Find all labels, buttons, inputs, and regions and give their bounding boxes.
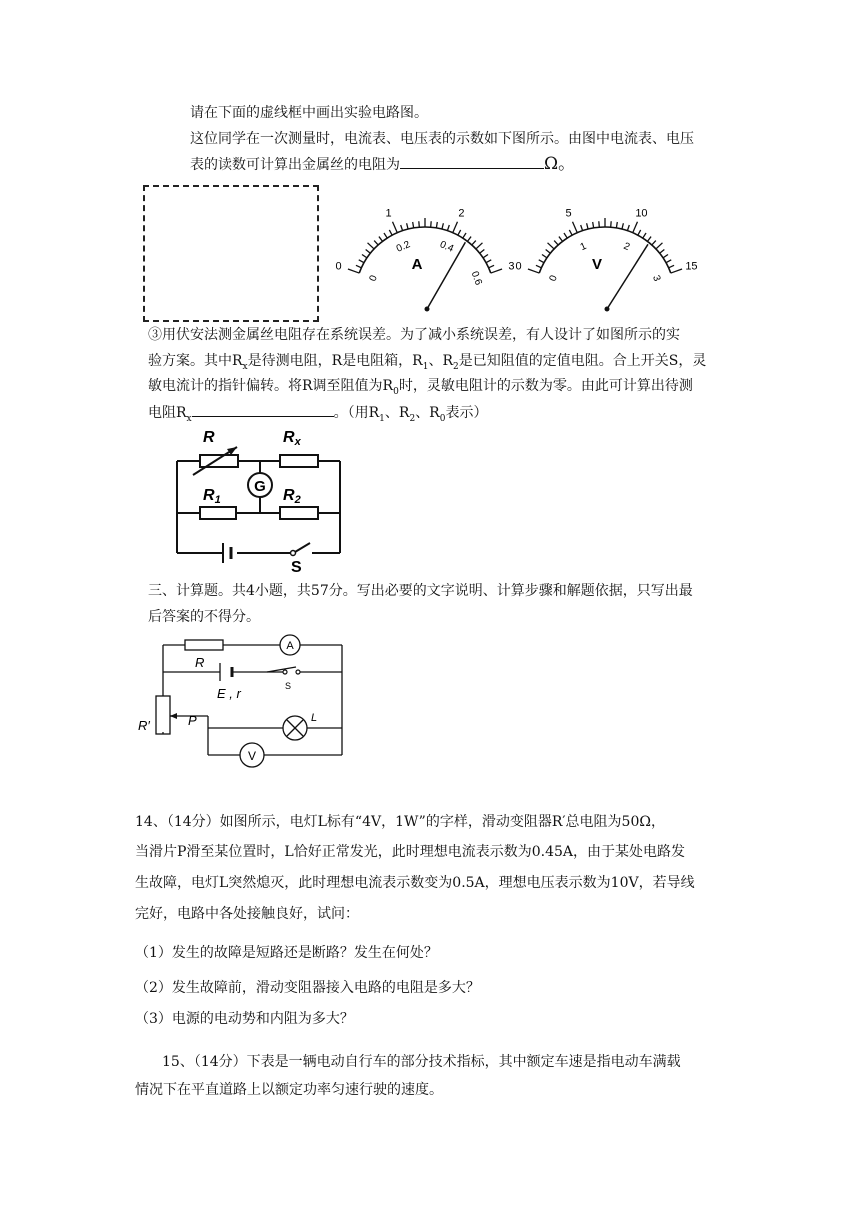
meter-tick [564,233,567,238]
meter-tick [581,225,583,231]
meter-tick [666,260,671,263]
label-p: P [188,713,197,728]
voltmeter [515,208,697,312]
lamp-circuit [135,630,355,775]
meter-inner-tick-label: 3 [650,273,663,283]
meter-tick [546,250,551,254]
galvanometer-label: G [254,478,266,495]
meter-tick [442,223,443,229]
meter-tick [656,243,663,249]
meter-tick [647,237,651,242]
meter-tick [573,222,578,233]
meter-tick [389,230,392,235]
answer-blank[interactable] [400,154,544,169]
meter-tick [413,222,414,228]
sub-question-2: （2）发生故障前，滑动变阻器接入电路的电阻是多大？ [135,980,480,996]
sub-question-1: （1）发生的故障是短路还是断路？发生在何处？ [135,945,438,961]
resistor-r2 [280,507,318,519]
meter-tick [401,225,403,231]
meter-tick [476,243,483,249]
meter-outer-tick-label: 15 [685,260,698,273]
dashed-drawing-box[interactable] [143,185,319,322]
section-heading: 三、计算题。共4小题，共57分。写出必要的文字说明、计算步骤和解题依据，只写出最 [148,583,693,599]
label-r1: R1 [203,487,221,506]
resistor-r1 [200,507,236,519]
question-14-text: 生故障，电灯L突然熄灭，此时理想电流表示数变为0.5A，理想电压表示数为10V，若导线 [135,875,695,891]
meter-tick [660,250,665,254]
label-r: R [195,655,205,670]
meter-tick [393,222,398,233]
meter-tick [616,222,617,228]
meters-figure [330,185,710,315]
meter-tick [447,225,449,231]
meter-tick [528,269,539,273]
meter-tick [569,230,572,235]
meter-inner-tick-label: 0 [547,273,560,283]
question-14-text: 完好，电路中各处接触良好，试问： [135,906,359,922]
resistor-r [185,640,223,650]
meter-tick [643,233,646,238]
meter-tick [348,269,359,273]
question-15-text: 情况下在平直道路上以额定功率匀速行驶的速度。 [135,1082,443,1098]
ammeter [335,208,514,312]
meter-tick [536,265,541,268]
question-14-text: 当滑片P滑至某位置时，L恰好正常发光，此时理想电流表示数为0.45A，由于某处电路发 [135,844,685,860]
label-s: S [285,681,292,691]
switch-s [295,543,310,552]
meter-tick [472,241,476,245]
resistor-box-r [200,455,238,467]
meter-tick [663,255,668,258]
meter-inner-tick-label: 1 [578,240,589,254]
meter-tick [453,222,458,233]
bridge-circuit [165,425,355,575]
meter-tick [539,260,544,263]
switch-s [267,667,296,672]
meter-outer-tick-label: 0 [335,260,342,273]
meter-tick [362,255,367,258]
label-r-prime: R′ [138,718,150,733]
meter-outer-tick-label: 5 [565,207,572,220]
meter-tick [374,241,378,245]
label-rx: Rx [283,429,301,448]
meter-tick [548,243,555,249]
ammeter-label: A [286,640,294,652]
label-r: R [203,429,215,446]
meter-tick [480,250,485,254]
meter-tick [379,237,383,242]
text-line: ③用伏安法测金属丝电阻存在系统误差。为了减小系统误差，有人设计了如图所示的实 [148,327,680,343]
meter-inner-tick-label: 0 [367,273,380,283]
needle-pivot [425,307,430,312]
meter-tick [483,255,488,258]
text-line: 这位同学在一次测量时，电流表、电压表的示数如下图所示。由图中电流表、电压 [190,131,694,147]
resistor-rx [280,455,318,467]
meter-tick [359,260,364,263]
text-line: 敏电流计的指针偏转。将R调至阻值为$R_0$时，灵敏电阻计的示数为零。由此可计算出待测 [148,378,693,397]
meter-inner-tick-label: 2 [621,240,632,254]
meter-outer-tick-label: 3 [508,260,515,273]
meter-tick [633,222,638,233]
meter-tick [489,265,494,268]
question-15-text: 15、（14分）下表是一辆电动自行车的部分技术指标，其中额定车速是指电动车满载 [162,1054,681,1070]
meter-symbol: V [591,256,603,273]
meter-outer-tick-label: 0 [515,260,522,273]
label-e-r: E , r [217,686,241,701]
meter-tick [467,237,471,242]
text-line: 验方案。其中$R_x$是待测电阻，R是电阻箱，$R_1$、$R_2$是已知阻值的定值电阻。合上开关S，灵 [148,353,707,372]
meter-tick [368,243,375,249]
meter-arc [359,227,491,273]
sub-question-3: （3）电源的电动势和内阻为多大？ [135,1011,354,1027]
meter-tick [638,230,641,235]
text-line: 表的读数可计算出金属丝的电阻为 Ω。 [190,154,576,174]
meter-tick [491,269,502,273]
answer-blank[interactable] [192,402,334,417]
meter-tick [436,222,437,228]
meter-inner-tick-label: 0.6 [468,269,484,287]
needle-pivot [605,307,610,312]
meter-inner-tick-label: 0.4 [438,239,456,255]
meter-symbol: A [411,256,423,273]
meter-arc [539,227,671,273]
meter-outer-tick-label: 10 [635,207,648,220]
meter-outer-tick-label: 2 [458,207,465,220]
meter-tick [559,237,563,242]
meter-inner-tick-label: 0.2 [394,239,412,255]
meter-tick [366,250,371,254]
meter-tick [627,225,629,231]
label-r2: R2 [283,487,301,506]
meter-tick [458,230,461,235]
text-line: 后答案的不得分。 [148,609,260,625]
slider-arrow [170,713,177,719]
meter-tick [356,265,361,268]
text-line: 电阻$R_x$ 。（用$R_1$、$R_2$、$R_0$表示） [148,402,487,429]
question-14-text: 14、（14分）如图所示，电灯L标有“4V，1W”的字样，滑动变阻器R′总电阻为50Ω， [135,814,665,830]
label-l: L [311,712,318,724]
meter-tick [587,223,588,229]
voltmeter-label: V [247,749,257,763]
meter-tick [622,223,623,229]
meter-tick [669,265,674,268]
meter-tick [671,269,682,273]
meter-tick [384,233,387,238]
meter-tick [463,233,466,238]
meter-tick [407,223,408,229]
meter-tick [486,260,491,263]
meter-tick [542,255,547,258]
meter-tick [652,241,656,245]
text-line: 请在下面的虚线框中画出实验电路图。 [190,105,428,121]
meter-tick [593,222,594,228]
meter-tick [554,241,558,245]
label-s: S [291,559,302,575]
meter-outer-tick-label: 1 [385,207,392,220]
meter-needle [607,244,648,309]
